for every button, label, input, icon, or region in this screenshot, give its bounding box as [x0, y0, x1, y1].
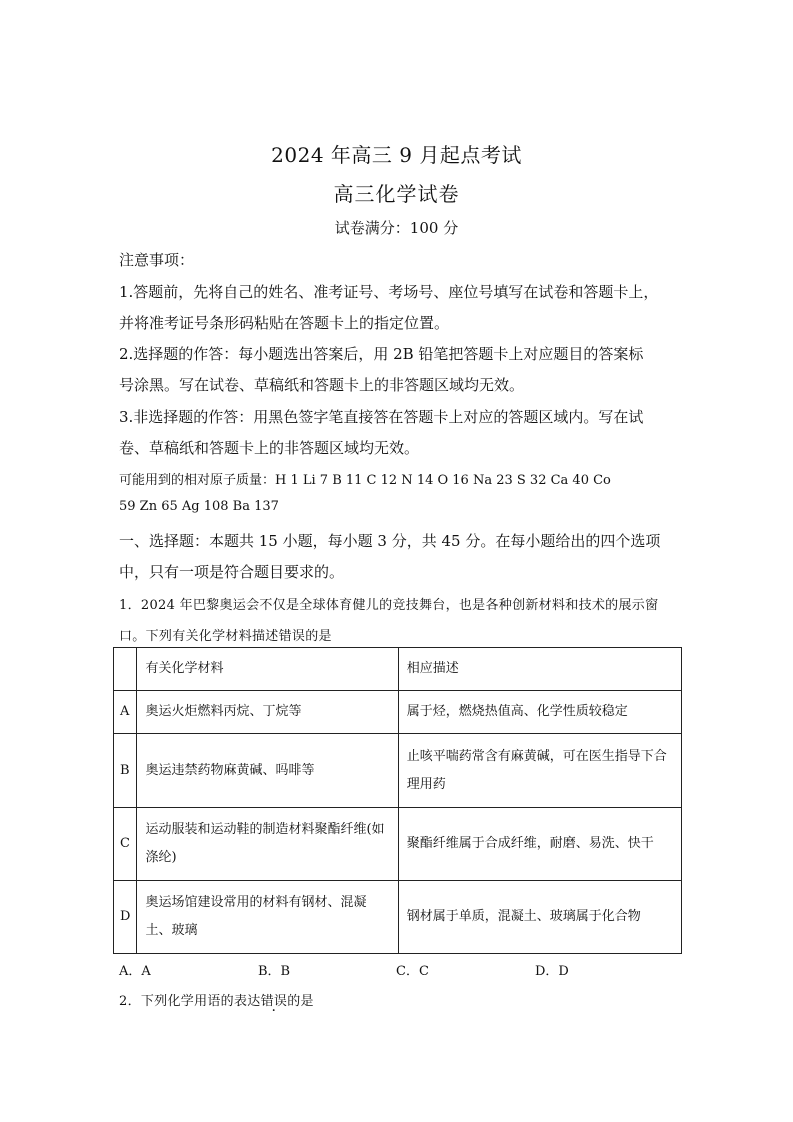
row-label: D: [114, 881, 137, 954]
row-material: 奥运场馆建设常用的材料有钢材、混凝土、玻璃: [137, 881, 398, 954]
row-label: B: [114, 734, 137, 808]
section-1-line-2: 中，只有一项是符合题目要求的。: [119, 563, 345, 581]
option-a[interactable]: A．A: [119, 964, 151, 979]
note-2-line-1: 2.选择题的作答：每小题选出答案后，用 2B 铅笔把答题卡上对应题目的答案标: [119, 345, 644, 363]
exam-title: 2024 年高三 9 月起点考试: [271, 143, 522, 167]
row-material: 奥运违禁药物麻黄碱、吗啡等: [137, 734, 398, 808]
table-row: [114, 691, 682, 734]
table-header-row: [114, 648, 682, 691]
total-score: 试卷满分：100 分: [334, 219, 459, 237]
question-1-stem-line-2: 口。下列有关化学材料描述错误的是: [119, 629, 332, 644]
question-2-stem-emphasis: 错误: [260, 994, 288, 1009]
note-2-line-2: 号涂黑。写在试卷、草稿纸和答题卡上的非答题区域均无效。: [119, 376, 525, 394]
row-label: C: [114, 808, 137, 881]
section-1-line-1: 一、选择题：本题共 15 小题，每小题 3 分，共 45 分。在每小题给出的四个选项: [119, 532, 661, 550]
row-description: 属于烃，燃烧热值高、化学性质较稳定: [398, 691, 681, 734]
row-material: 奥运火炬燃料丙烷、丁烷等: [137, 691, 398, 734]
option-c[interactable]: C．C: [396, 964, 429, 979]
question-2-stem: [119, 990, 679, 1009]
row-material: 运动服装和运动鞋的制造材料聚酯纤维(如涤纶): [137, 808, 398, 881]
question-1-stem-line-1: 1．2024 年巴黎奥运会不仅是全球体育健儿的竞技舞台，也是各种创新材料和技术的展示窗: [119, 598, 659, 613]
notes-heading: 注意事项：: [119, 251, 195, 269]
note-3-line-1: 3.非选择题的作答：用黑色签字笔直接答在答题卡上对应的答题区域内。写在试: [119, 408, 644, 426]
table-header-description: 相应描述: [398, 648, 681, 691]
atomic-mass-line-2: 59 Zn 65 Ag 108 Ba 137: [119, 499, 279, 514]
row-description: 钢材属于单质，混凝土、玻璃属于化合物: [398, 881, 681, 954]
table-header-material: 有关化学材料: [137, 648, 398, 691]
table-header-label: [114, 648, 137, 691]
row-description: 聚酯纤维属于合成纤维，耐磨、易洗、快干: [398, 808, 681, 881]
table-row: [114, 808, 682, 881]
question-2-stem-suffix: 的是: [287, 994, 314, 1009]
atomic-mass-line-1: 可能用到的相对原子质量：H 1 Li 7 B 11 C 12 N 14 O 16 Na 23 S 32 Ca 40 Co: [119, 473, 611, 488]
note-3-line-2: 卷、草稿纸和答题卡上的非答题区域均无效。: [119, 439, 420, 457]
option-d[interactable]: D．D: [535, 964, 569, 979]
note-1-line-2: 并将准考证号条形码粘贴在答题卡上的指定位置。: [119, 314, 450, 332]
table-row: [114, 881, 682, 954]
question-2-stem-prefix: 2．下列化学用语的表达: [119, 994, 261, 1009]
option-b[interactable]: B．B: [258, 964, 291, 979]
note-1-line-1: 1.答题前，先将自己的姓名、准考证号、考场号、座位号填写在试卷和答题卡上，: [119, 283, 659, 301]
row-description: 止咳平喘药常含有麻黄碱，可在医生指导下合理用药: [398, 734, 681, 808]
exam-subtitle: 高三化学试卷: [333, 182, 460, 206]
row-label: A: [114, 691, 137, 734]
materials-table: [113, 647, 682, 954]
table-row: [114, 734, 682, 808]
